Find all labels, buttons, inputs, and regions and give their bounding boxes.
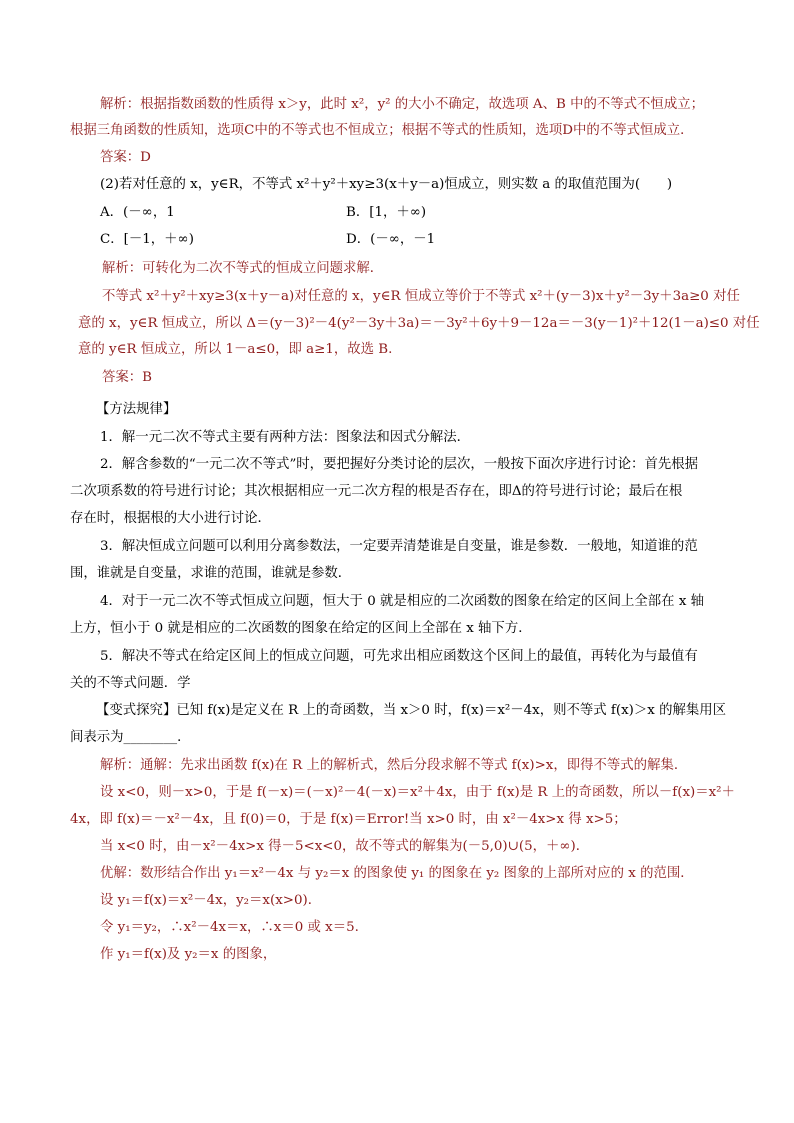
question-line: (2)若对任意的 x，y∈R，不等式 x²＋y²＋xy≥3(x＋y－a)恒成立，则实数 a 的取值范围为( ) [100, 177, 673, 192]
method-rule-line: 关的不等式问题．学 [70, 676, 191, 691]
solution-line: 意的 y∈R 恒成立，所以 1－a≤0，即 a≥1，故选 B. [78, 342, 393, 357]
option-a: A．(－∞，1 [100, 205, 175, 220]
solution-line: 解析：可转化为二次不等式的恒成立问题求解． [102, 261, 384, 276]
solution-line: 意的 x，y∈R 恒成立，所以 Δ＝(y－3)²－4(y²－3y＋3a)＝－3y²＋6y＋9－12a＝－3(y－1)²＋12(1－a)≤0 对任 [78, 316, 760, 331]
option-d: D．(－∞，－1 [346, 232, 436, 247]
method-rule-line: 二次项系数的符号进行讨论；其次根据相应一元二次方程的根是否存在，即Δ的符号进行讨论；最后在根 [70, 484, 683, 499]
answer-line: 答案：B [102, 370, 153, 385]
option-b: B．[1，＋∞) [346, 205, 427, 220]
solution-line: 当 x<0 时，由－x²－4x>x 得－5<x<0，故不等式的解集为(－5,0)∪(5，＋∞)． [100, 839, 590, 854]
solution-line: 令 y₁＝y₂，∴x²－4x＝x，∴x＝0 或 x＝5. [100, 920, 359, 935]
variant-question-line: 【变式探究】已知 f(x)是定义在 R 上的奇函数，当 x＞0 时，f(x)＝x²－4x，则不等式 f(x)＞x 的解集用区 [96, 703, 727, 718]
solution-line: 优解：数形结合作出 y₁＝x²－4x 与 y₂＝x 的图象使 y₁ 的图象在 y₂ 图象的上部所对应的 x 的范围． [100, 866, 694, 881]
solution-line: 设 x<0，则－x>0，于是 f(－x)＝(－x)²－4(－x)＝x²＋4x，由于 f(x)是 R 上的奇函数，所以－f(x)＝x²＋ [100, 785, 735, 800]
solution-line: 作 y₁＝f(x)及 y₂＝x 的图象， [100, 947, 277, 962]
method-rule-line: 3．解决恒成立问题可以利用分离参数法，一定要弄清楚谁是自变量，谁是参数．一般地，知道谁的范 [100, 539, 698, 554]
solution-line: 解析：根据指数函数的性质得 x＞y，此时 x²，y² 的大小不确定，故选项 A、B 中的不等式不恒成立； [100, 97, 704, 112]
answer-line: 答案：D [100, 150, 151, 165]
variant-question-line: 间表示为________． [70, 730, 191, 745]
method-rule-line: 存在时，根据根的大小进行讨论． [70, 511, 271, 526]
method-rule-line: 4．对于一元二次不等式恒成立问题，恒大于 0 就是相应的二次函数的图象在给定的区间上全部在 x 轴 [100, 594, 705, 609]
solution-line: 4x，即 f(x)＝－x²－4x，且 f(0)＝0，于是 f(x)＝Error!当 x>0 时，由 x²－4x>x 得 x>5； [70, 812, 627, 827]
method-rule-line: 2．解含参数的“一元二次不等式”时，要把握好分类讨论的层次，一般按下面次序进行讨论：首先根据 [100, 457, 699, 472]
option-c: C．[－1，＋∞) [100, 232, 194, 247]
solution-line: 设 y₁＝f(x)＝x²－4x，y₂＝x(x>0)． [100, 893, 322, 908]
method-rule-line: 上方，恒小于 0 就是相应的二次函数的图象在给定的区间上全部在 x 轴下方． [70, 621, 532, 636]
method-rule-line: 围，谁就是自变量，求谁的范围，谁就是参数． [70, 566, 352, 581]
section-heading: 【方法规律】 [96, 402, 177, 417]
solution-line: 不等式 x²＋y²＋xy≥3(x＋y－a)对任意的 x，y∈R 恒成立等价于不等式 x²＋(y－3)x＋y²－3y＋3a≥0 对任 [102, 289, 740, 304]
method-rule-line: 1．解一元二次不等式主要有两种方法：图象法和因式分解法． [100, 430, 471, 445]
solution-line: 解析：通解：先求出函数 f(x)在 R 上的解析式，然后分段求解不等式 f(x)>x，即得不等式的解集． [100, 758, 688, 773]
method-rule-line: 5．解决不等式在给定区间上的恒成立问题，可先求出相应函数这个区间上的最值，再转化为与最值有 [100, 649, 698, 664]
solution-line: 根据三角函数的性质知，选项C中的不等式也不恒成立；根据不等式的性质知，选项D中的不等式恒成立． [70, 123, 694, 138]
